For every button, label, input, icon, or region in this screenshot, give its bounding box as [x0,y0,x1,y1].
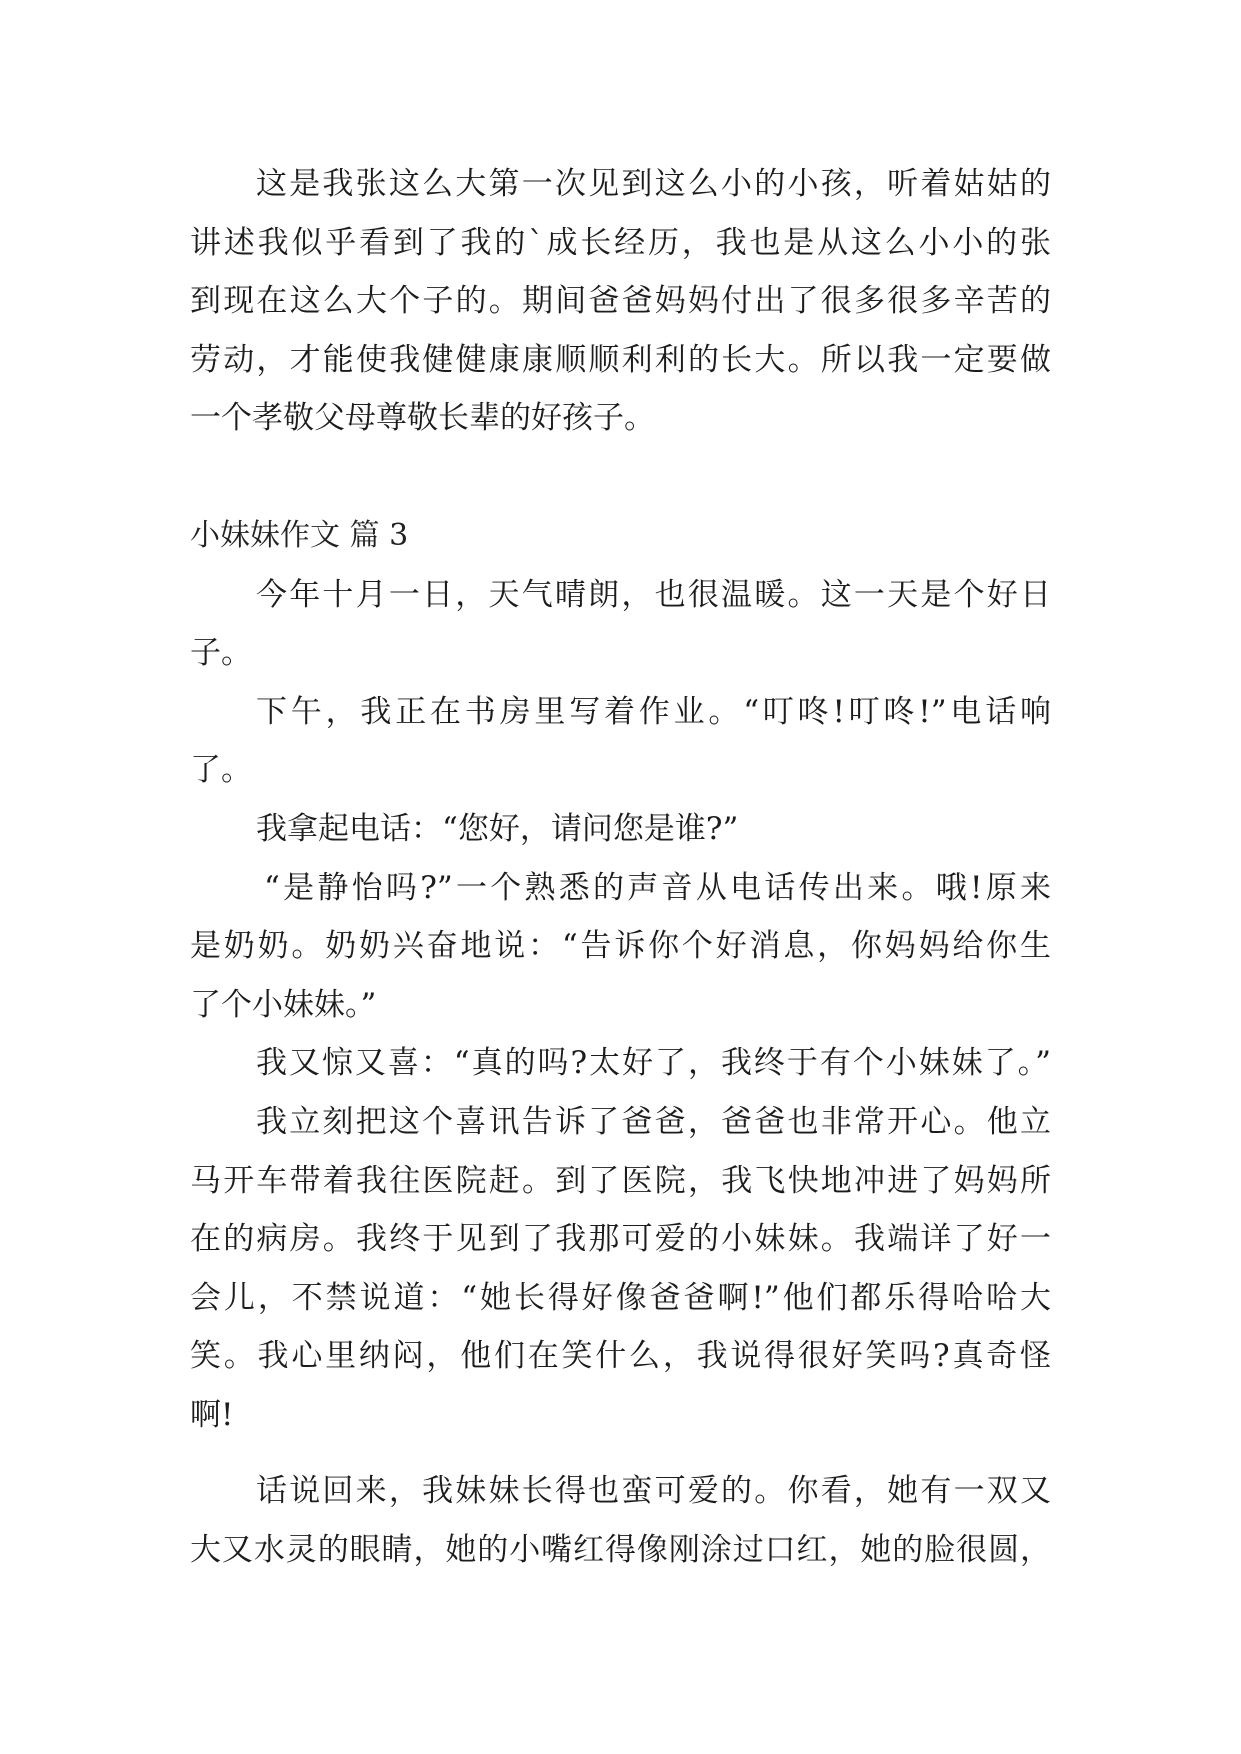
text-line: 话说回来，我妹妹长得也蛮可爱的。你看，她有一双又 [256,1473,1051,1510]
text-line: 我立刻把这个喜讯告诉了爸爸，爸爸也非常开心。他立 [256,1103,1051,1140]
paragraph [190,1093,1051,1445]
text-line: “是静怡吗?”一个熟悉的声音从电话传出来。哦!原来 [264,869,1051,906]
text-line: 讲述我似乎看到了我的`成长经历，我也是从这么小小的张 [190,224,1051,261]
text-line: 到现在这么大个子的。期间爸爸妈妈付出了很多很多辛苦的 [190,283,1051,320]
text-line: 我又惊又喜：“真的吗?太好了，我终于有个小妹妹了。” [256,1045,1051,1082]
text-line: 下午，我正在书房里写着作业。“叮咚!叮咚!”电话响 [256,693,1051,730]
text-line: 大又水灵的眼睛，她的小嘴红得像刚涂过口红，她的脸很圆， [190,1532,1051,1569]
text-line: 是奶奶。奶奶兴奋地说：“告诉你个好消息，你妈妈给你生 [190,928,1051,965]
text-line: 马开车带着我往医院赶。到了医院，我飞快地冲进了妈妈所 [190,1162,1051,1199]
text-line: 今年十月一日，天气晴朗，也很温暖。这一天是个好日 [256,576,1051,613]
text-line: 笑。我心里纳闷，他们在笑什么，我说得很好笑吗?真奇怪 [190,1338,1051,1375]
paragraph [190,683,1051,800]
text-line: 这是我张这么大第一次见到这么小的小孩，听着姑姑的 [256,166,1051,202]
paragraph [190,566,1051,683]
text-line: 子。 [190,635,252,672]
text-line: 一个孝敬父母尊敬长辈的好孩子。 [190,400,655,437]
intro-paragraph [190,155,1051,448]
text-line: 劳动，才能使我健健康康顺顺利利的长大。所以我一定要做 [190,341,1051,378]
paragraph [190,800,1051,859]
text-line: 我拿起电话：“您好，请问您是谁?” [256,810,739,847]
section-heading: 小妹妹作文 篇 3 [190,517,409,553]
text-line: 了。 [190,752,252,789]
paragraph [190,1034,1051,1093]
text-line: 啊! [190,1396,234,1433]
text-line: 会儿，不禁说道：“她长得好像爸爸啊!”他们都乐得哈哈大 [190,1279,1051,1316]
text-line: 在的病房。我终于见到了我那可爱的小妹妹。我端详了好一 [190,1221,1051,1258]
document-body [190,155,1051,1580]
text-line: 了个小妹妹。” [190,986,377,1023]
paragraph [190,859,1051,1035]
paragraph [190,1462,1051,1579]
